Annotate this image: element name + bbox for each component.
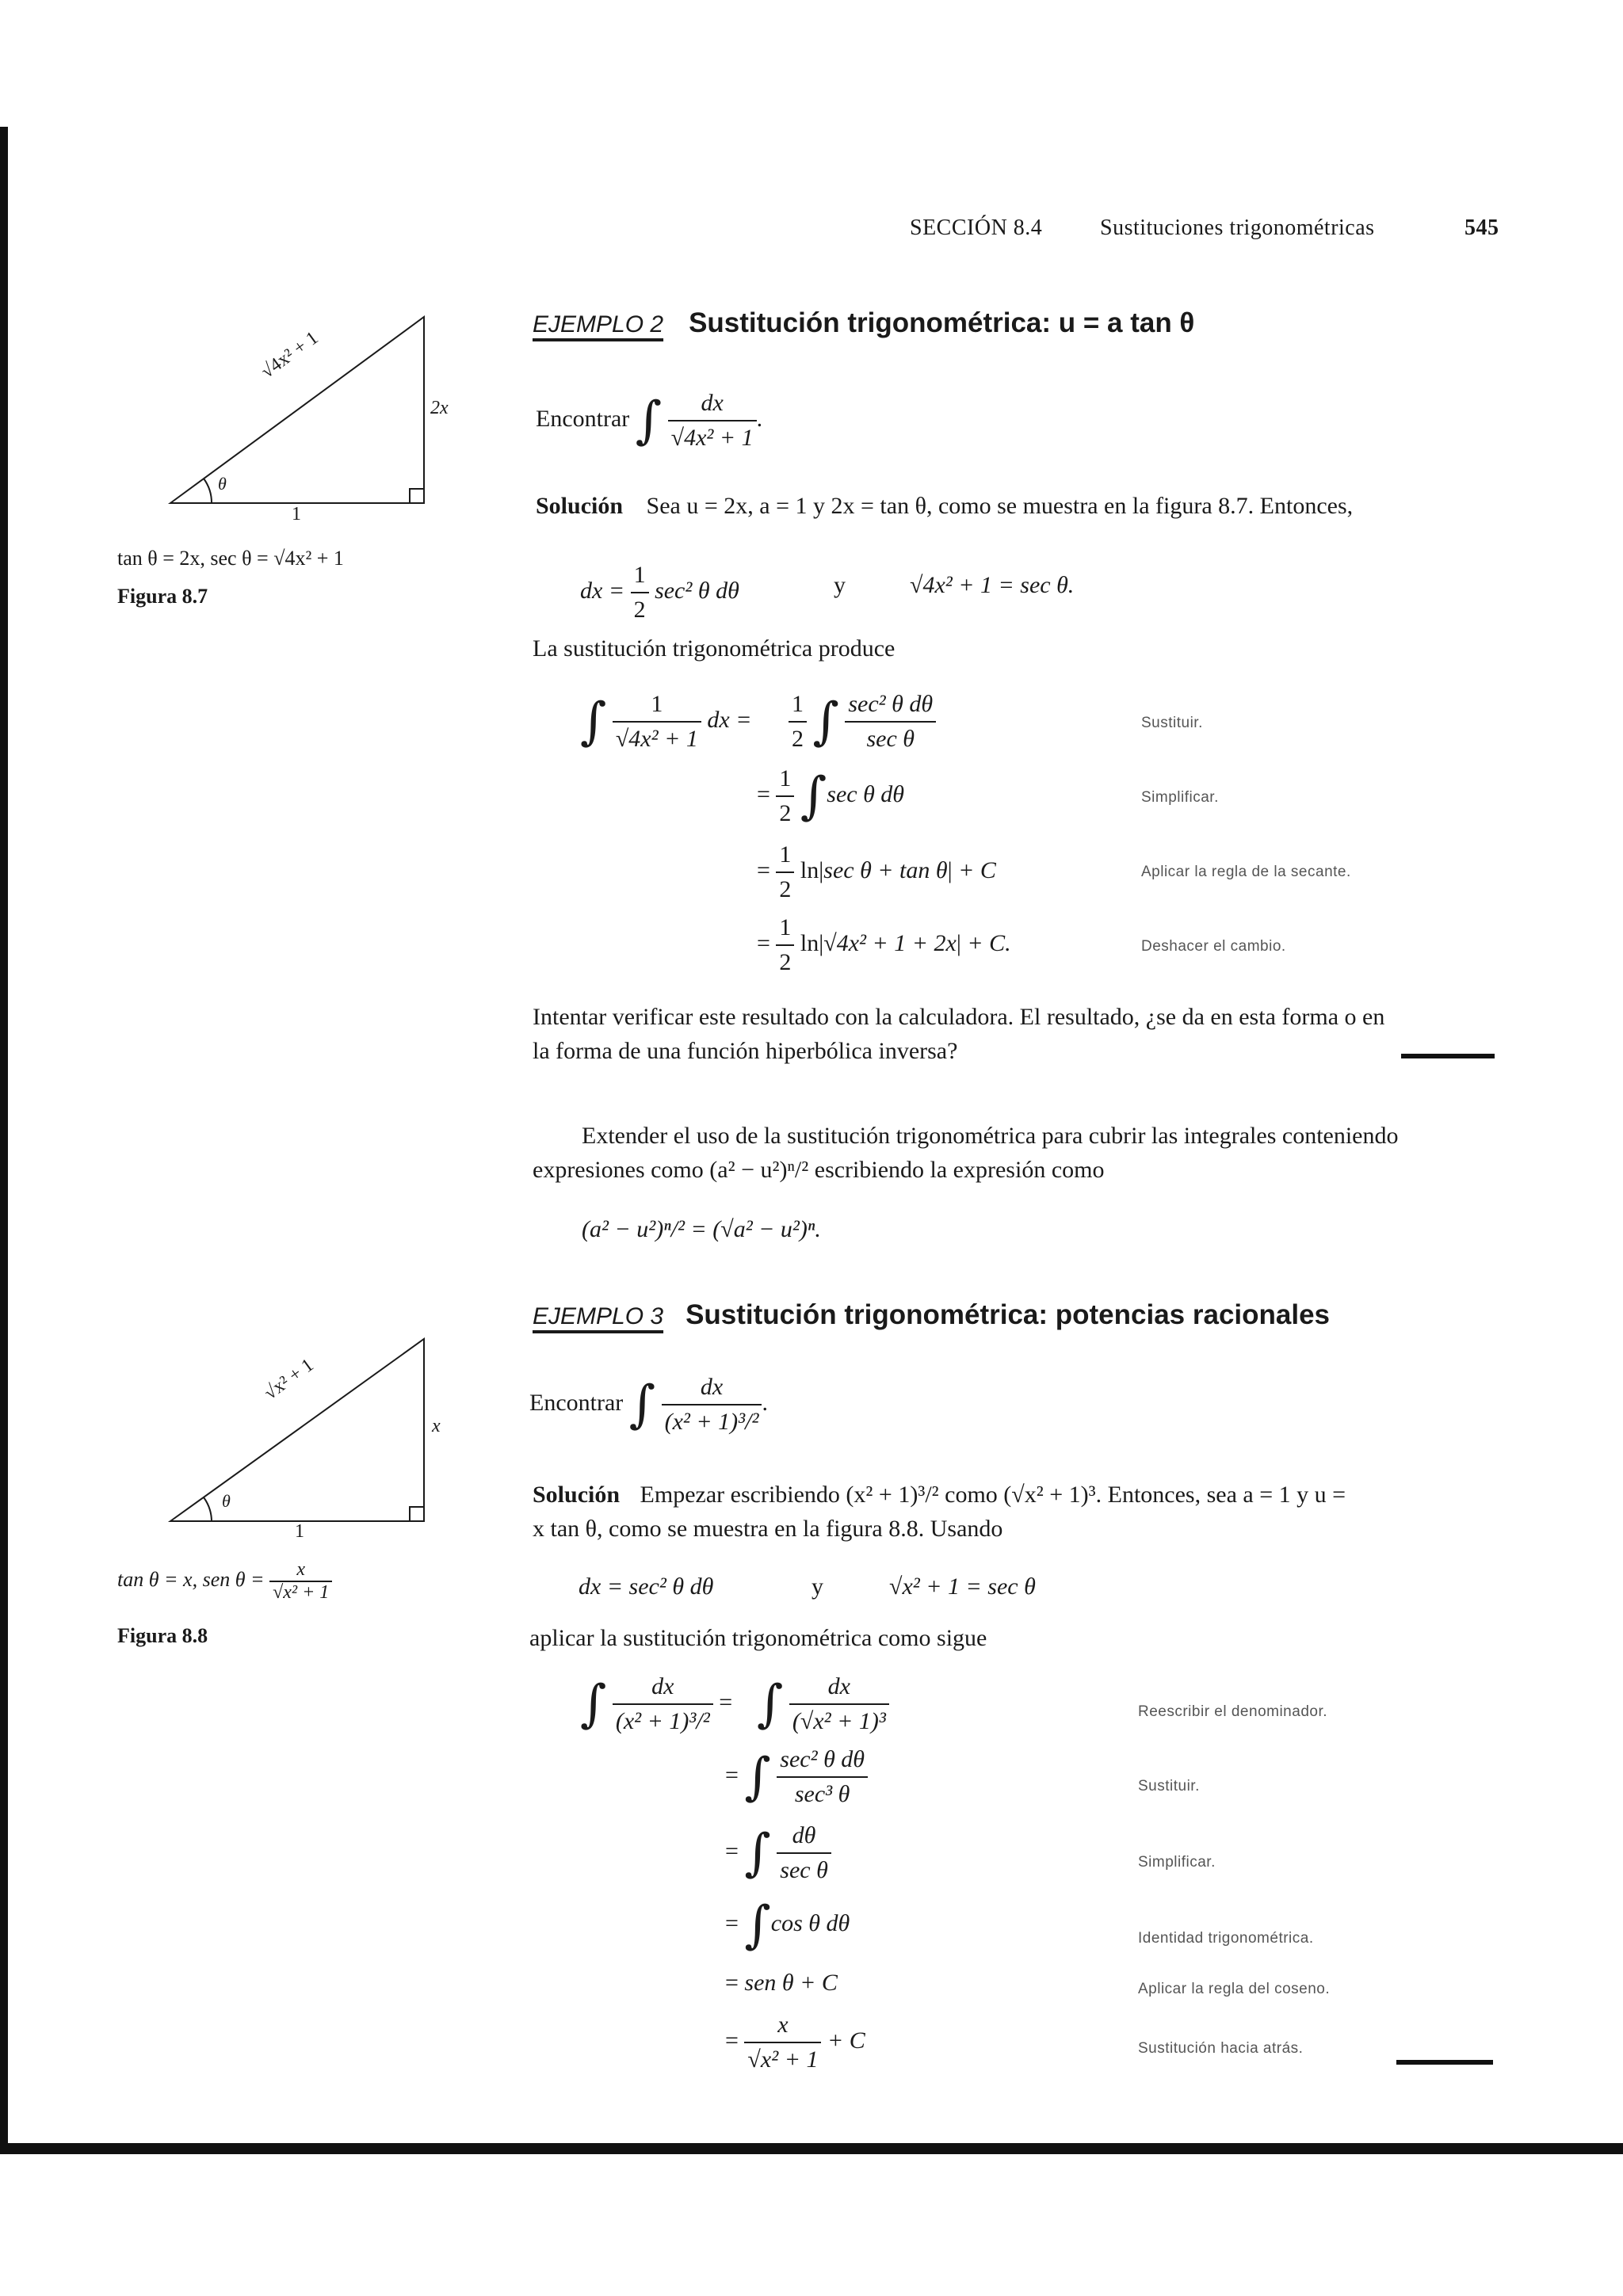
example-3-note-4: Identidad trigonométrica. (1138, 1930, 1314, 1947)
example-2-produces: La sustitución trigonométrica produce (533, 635, 896, 662)
example-3-step-2: = ∫ $\frac{\text{sec² θ dθ}}{\text{sec³ θ}}$ (725, 1743, 868, 1811)
example-2-step-2: = $\frac{1}{2}$ ∫sec θ dθ (757, 762, 904, 830)
and-word: y (812, 1573, 823, 1600)
solution-label: Solución (536, 493, 624, 519)
figure-8-8-caption (117, 1559, 332, 1604)
find-word: Encontrar (529, 1389, 624, 1416)
figure-8-7-opposite: 2x (430, 398, 449, 418)
fraction-denominator: (x² + 1)³/² (662, 1404, 762, 1439)
example-3-note-3: Simplificar. (1138, 1854, 1216, 1871)
dx-lhs: dx = (580, 577, 631, 604)
example-2-closing-line-1: Intentar verificar este resultado con la calculadora. El resultado, ¿se da en esta forma o en (533, 1004, 1385, 1030)
example-3-dx-equation: dx = sec² θ dθ (579, 1573, 714, 1600)
solution-text: Sea u = 2x, a = 1 y 2x = tan θ, como se muestra en la figura 8.7. Entonces, (646, 493, 1354, 519)
example-2-solution (536, 490, 1353, 523)
caption-den: √x² + 1 (269, 1581, 332, 1604)
half-fraction: $\frac{1}{2}$ (631, 559, 649, 627)
and-word: y (834, 572, 846, 598)
example-2-note-2: Simplificar. (1141, 789, 1219, 806)
example-3-step-1: ∫ $\frac{dx}{\text{(√x² + 1)³}}$ (757, 1670, 889, 1738)
example-2-heading (533, 307, 1194, 339)
figure-8-8-adjacent: 1 (295, 1521, 304, 1542)
example-3-note-1: Reescribir el denominador. (1138, 1703, 1328, 1720)
caption-num: x (296, 1559, 305, 1580)
integral-fraction (668, 387, 757, 455)
page-left-edge-bar (0, 127, 8, 2143)
figure-8-7-caption: tan θ = 2x, sec θ = √4x² + 1 (117, 547, 344, 570)
integral-fraction (662, 1371, 762, 1439)
fraction-numerator: dx (700, 1374, 724, 1400)
example-2-title: Sustitución trigonométrica: u = a tan θ (689, 307, 1195, 338)
figure-8-7-hypotenuse: √4x² + 1 (257, 327, 323, 383)
example-3-problem: Encontrar ∫ $\frac{dx}{\text{(x² + 1)³/²}}$ . (529, 1371, 768, 1439)
example-3-step-3: = ∫ $\frac{d\theta}{\text{sec θ}}$ (725, 1819, 831, 1887)
example-2-dx-equation (580, 559, 739, 627)
example-3-solution-line-1 (533, 1478, 1346, 1512)
solution-label: Solución (533, 1482, 621, 1508)
example-3-end-rule (1396, 2060, 1493, 2065)
figure-8-7-label: Figura 8.7 (117, 585, 208, 608)
example-3-apply: aplicar la sustitución trigonométrica como sigue (529, 1625, 987, 1651)
find-word: Encontrar (536, 405, 630, 432)
section-label: SECCIÓN 8.4 (910, 215, 1043, 240)
page-bottom-edge-bar (0, 2143, 1623, 2154)
solution-text-1: Empezar escribiendo (x² + 1)³/² como (√x² + 1)³. Entonces, sea a = 1 y u = (640, 1482, 1346, 1508)
example-3-note-5: Aplicar la regla del coseno. (1138, 1981, 1331, 1997)
example-3-step-6: = $\frac{x}{\text{√x² + 1}}$ + C (725, 2008, 865, 2077)
example-2-note-4: Deshacer el cambio. (1141, 938, 1286, 955)
figure-8-7-angle: θ (218, 474, 227, 494)
running-header (910, 215, 1499, 241)
example-3-step-5: = sen θ + C (725, 1970, 838, 1996)
example-2-closing-line-2: la forma de una función hiperbólica inversa? (533, 1038, 958, 1064)
example-3-title: Sustitución trigonométrica: potencias racionales (685, 1299, 1331, 1330)
figure-8-8-opposite: x (432, 1416, 441, 1436)
example-2-step-4: = $\frac{1}{2}$ ln|√4x² + 1 + 2x| + C. (757, 911, 1011, 979)
example-3-note-6: Sustitución hacia atrás. (1138, 2040, 1304, 2057)
example-2-note-1: Sustituir. (1141, 715, 1203, 731)
example-2-label: EJEMPLO 2 (533, 311, 664, 338)
section-subtitle: Sustituciones trigonométricas (1100, 215, 1375, 240)
integral-sign: ∫ (635, 391, 663, 450)
example-2-sqrt-equation: √4x² + 1 = sec θ. (910, 572, 1075, 598)
page-number: 545 (1465, 215, 1499, 240)
extend-line-2: expresiones como (a² − u²)ⁿ/² escribiendo la expresión como (533, 1157, 1105, 1183)
dx-rhs: sec² θ dθ (655, 577, 739, 604)
extend-line-1: Extender el uso de la sustitución trigonométrica para cubrir las integrales conteniendo (582, 1123, 1399, 1149)
example-3-step-4: = ∫cos θ dθ (725, 1896, 850, 1955)
example-2-end-rule (1401, 1054, 1495, 1058)
figure-8-7-adjacent: 1 (292, 504, 301, 524)
example-2-step-3: = $\frac{1}{2}$ ln|sec θ + tan θ| + C (757, 838, 996, 906)
example-3-heading (533, 1299, 1330, 1331)
example-2-problem: Encontrar ∫ $\frac{dx}{\text{√4x² + 1}}$ . (536, 387, 762, 455)
example-3-label: EJEMPLO 3 (533, 1303, 664, 1329)
example-3-solution-line-2: x tan θ, como se muestra en la figura 8.8. Usando (533, 1516, 1003, 1542)
example-2-lhs: ∫ $\frac{1}{\text{√4x² + 1}}$ dx = (580, 688, 751, 756)
example-2-step-1: $\frac{1}{2}$ ∫ $\frac{\text{sec² θ dθ}}{\text{sec θ}}$ (789, 688, 936, 756)
figure-8-8-label: Figura 8.8 (117, 1624, 208, 1647)
example-3-note-2: Sustituir. (1138, 1778, 1200, 1794)
caption-left: tan θ = x, sen θ = (117, 1567, 265, 1591)
fraction-numerator: dx (701, 390, 724, 416)
fraction-denominator: √4x² + 1 (668, 420, 757, 455)
example-2-note-3: Aplicar la regla de la secante. (1141, 864, 1351, 880)
extend-formula: (a² − u²)ⁿ/² = (√a² − u²)ⁿ. (582, 1216, 821, 1242)
figure-8-8-hypotenuse: √x² + 1 (260, 1355, 318, 1405)
example-3-sqrt-equation: √x² + 1 = sec θ (889, 1573, 1036, 1600)
lhs-fraction: $\frac{1}{\text{√4x² + 1}}$ (613, 688, 701, 756)
example-3-lhs: ∫ $\frac{dx}{\text{(x² + 1)³/²}}$ = (580, 1670, 732, 1738)
figure-8-8-angle: θ (222, 1491, 231, 1511)
caption-fraction (269, 1559, 332, 1604)
